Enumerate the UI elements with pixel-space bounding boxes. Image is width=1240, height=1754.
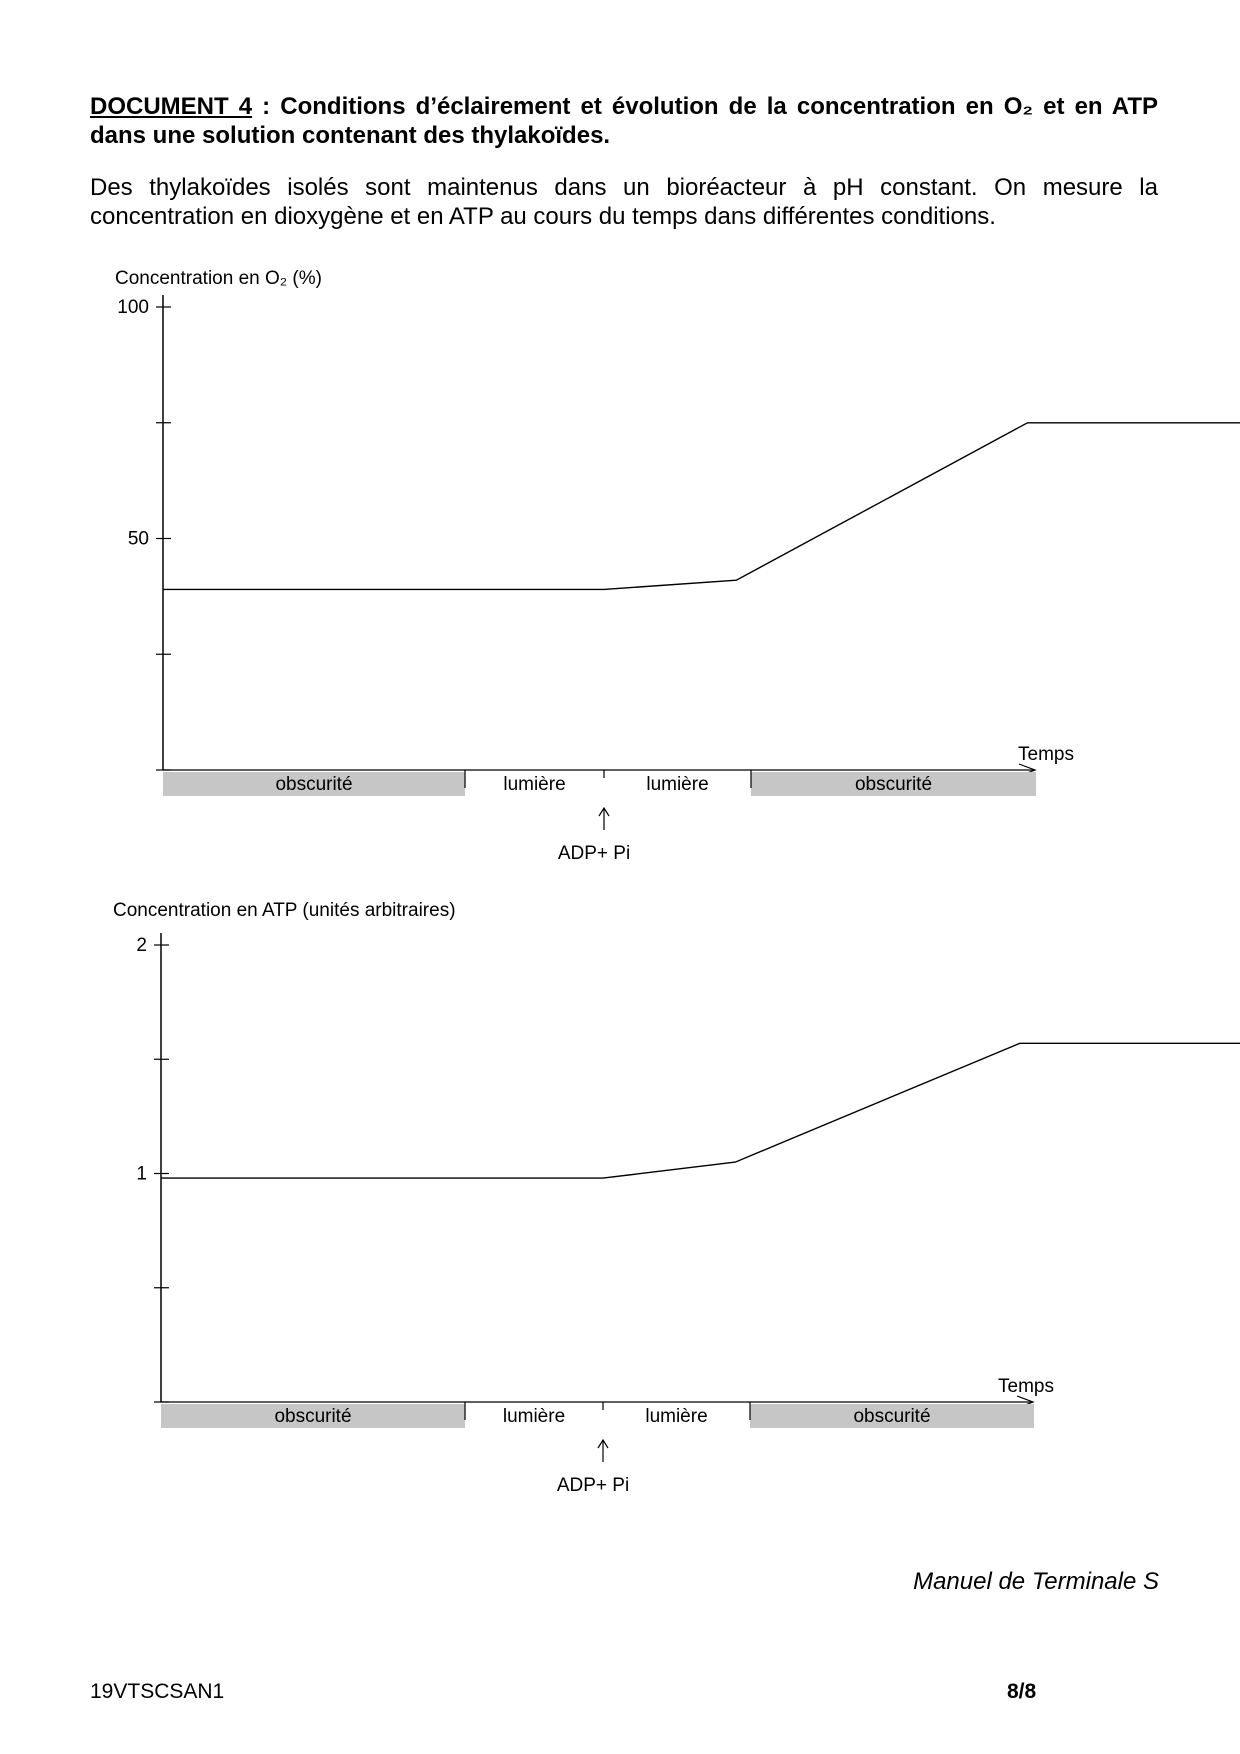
atp-y-tick-label: 2 xyxy=(136,935,147,956)
document-label: DOCUMENT 4 xyxy=(90,93,253,120)
o2-phase-label: obscurité xyxy=(275,774,353,795)
exam-code: 19VTSCSAN1 xyxy=(90,1680,225,1703)
o2-x-axis-label: Temps xyxy=(1018,744,1074,765)
o2-phase-label: obscurité xyxy=(854,774,933,795)
atp-chart xyxy=(0,885,1240,1515)
atp-data-line xyxy=(161,1043,1240,1178)
o2-phase-label: lumière xyxy=(646,774,709,795)
document-heading xyxy=(90,92,1158,150)
source-citation: Manuel de Terminale S xyxy=(913,1568,1159,1595)
atp-y-axis-label: Concentration en ATP (unités arbitraires) xyxy=(113,900,456,921)
o2-y-axis-label: Concentration en O₂ (%) xyxy=(115,268,322,289)
atp-phase-label: lumière xyxy=(645,1406,708,1427)
atp-y-tick-label: 1 xyxy=(136,1163,147,1185)
document-title: : Conditions d’éclairement et évolution de la concentration en O₂ et en ATP dans une solution contenant des thylakoïdes. xyxy=(90,93,1158,149)
atp-phase-label: lumière xyxy=(502,1406,566,1427)
o2-chart xyxy=(0,255,1240,885)
o2-phase-label: lumière xyxy=(503,774,566,795)
atp-x-axis-label: Temps xyxy=(998,1376,1054,1397)
atp-phase-label: obscurité xyxy=(853,1406,931,1427)
intro-paragraph: Des thylakoïdes isolés sont maintenus dans un bioréacteur à pH constant. On mesure la concentration en dioxygène et en ATP au cours du temps dans différentes conditions. xyxy=(90,174,1158,230)
o2-y-tick-label: 100 xyxy=(117,297,149,318)
o2-y-tick-label: 50 xyxy=(127,528,149,550)
o2-adp-label: ADP+ Pi xyxy=(557,843,631,864)
o2-data-line xyxy=(163,423,1240,590)
atp-adp-label: ADP+ Pi xyxy=(556,1475,630,1496)
atp-phase-label: obscurité xyxy=(274,1406,352,1427)
page-number: 8/8 xyxy=(1007,1680,1037,1703)
